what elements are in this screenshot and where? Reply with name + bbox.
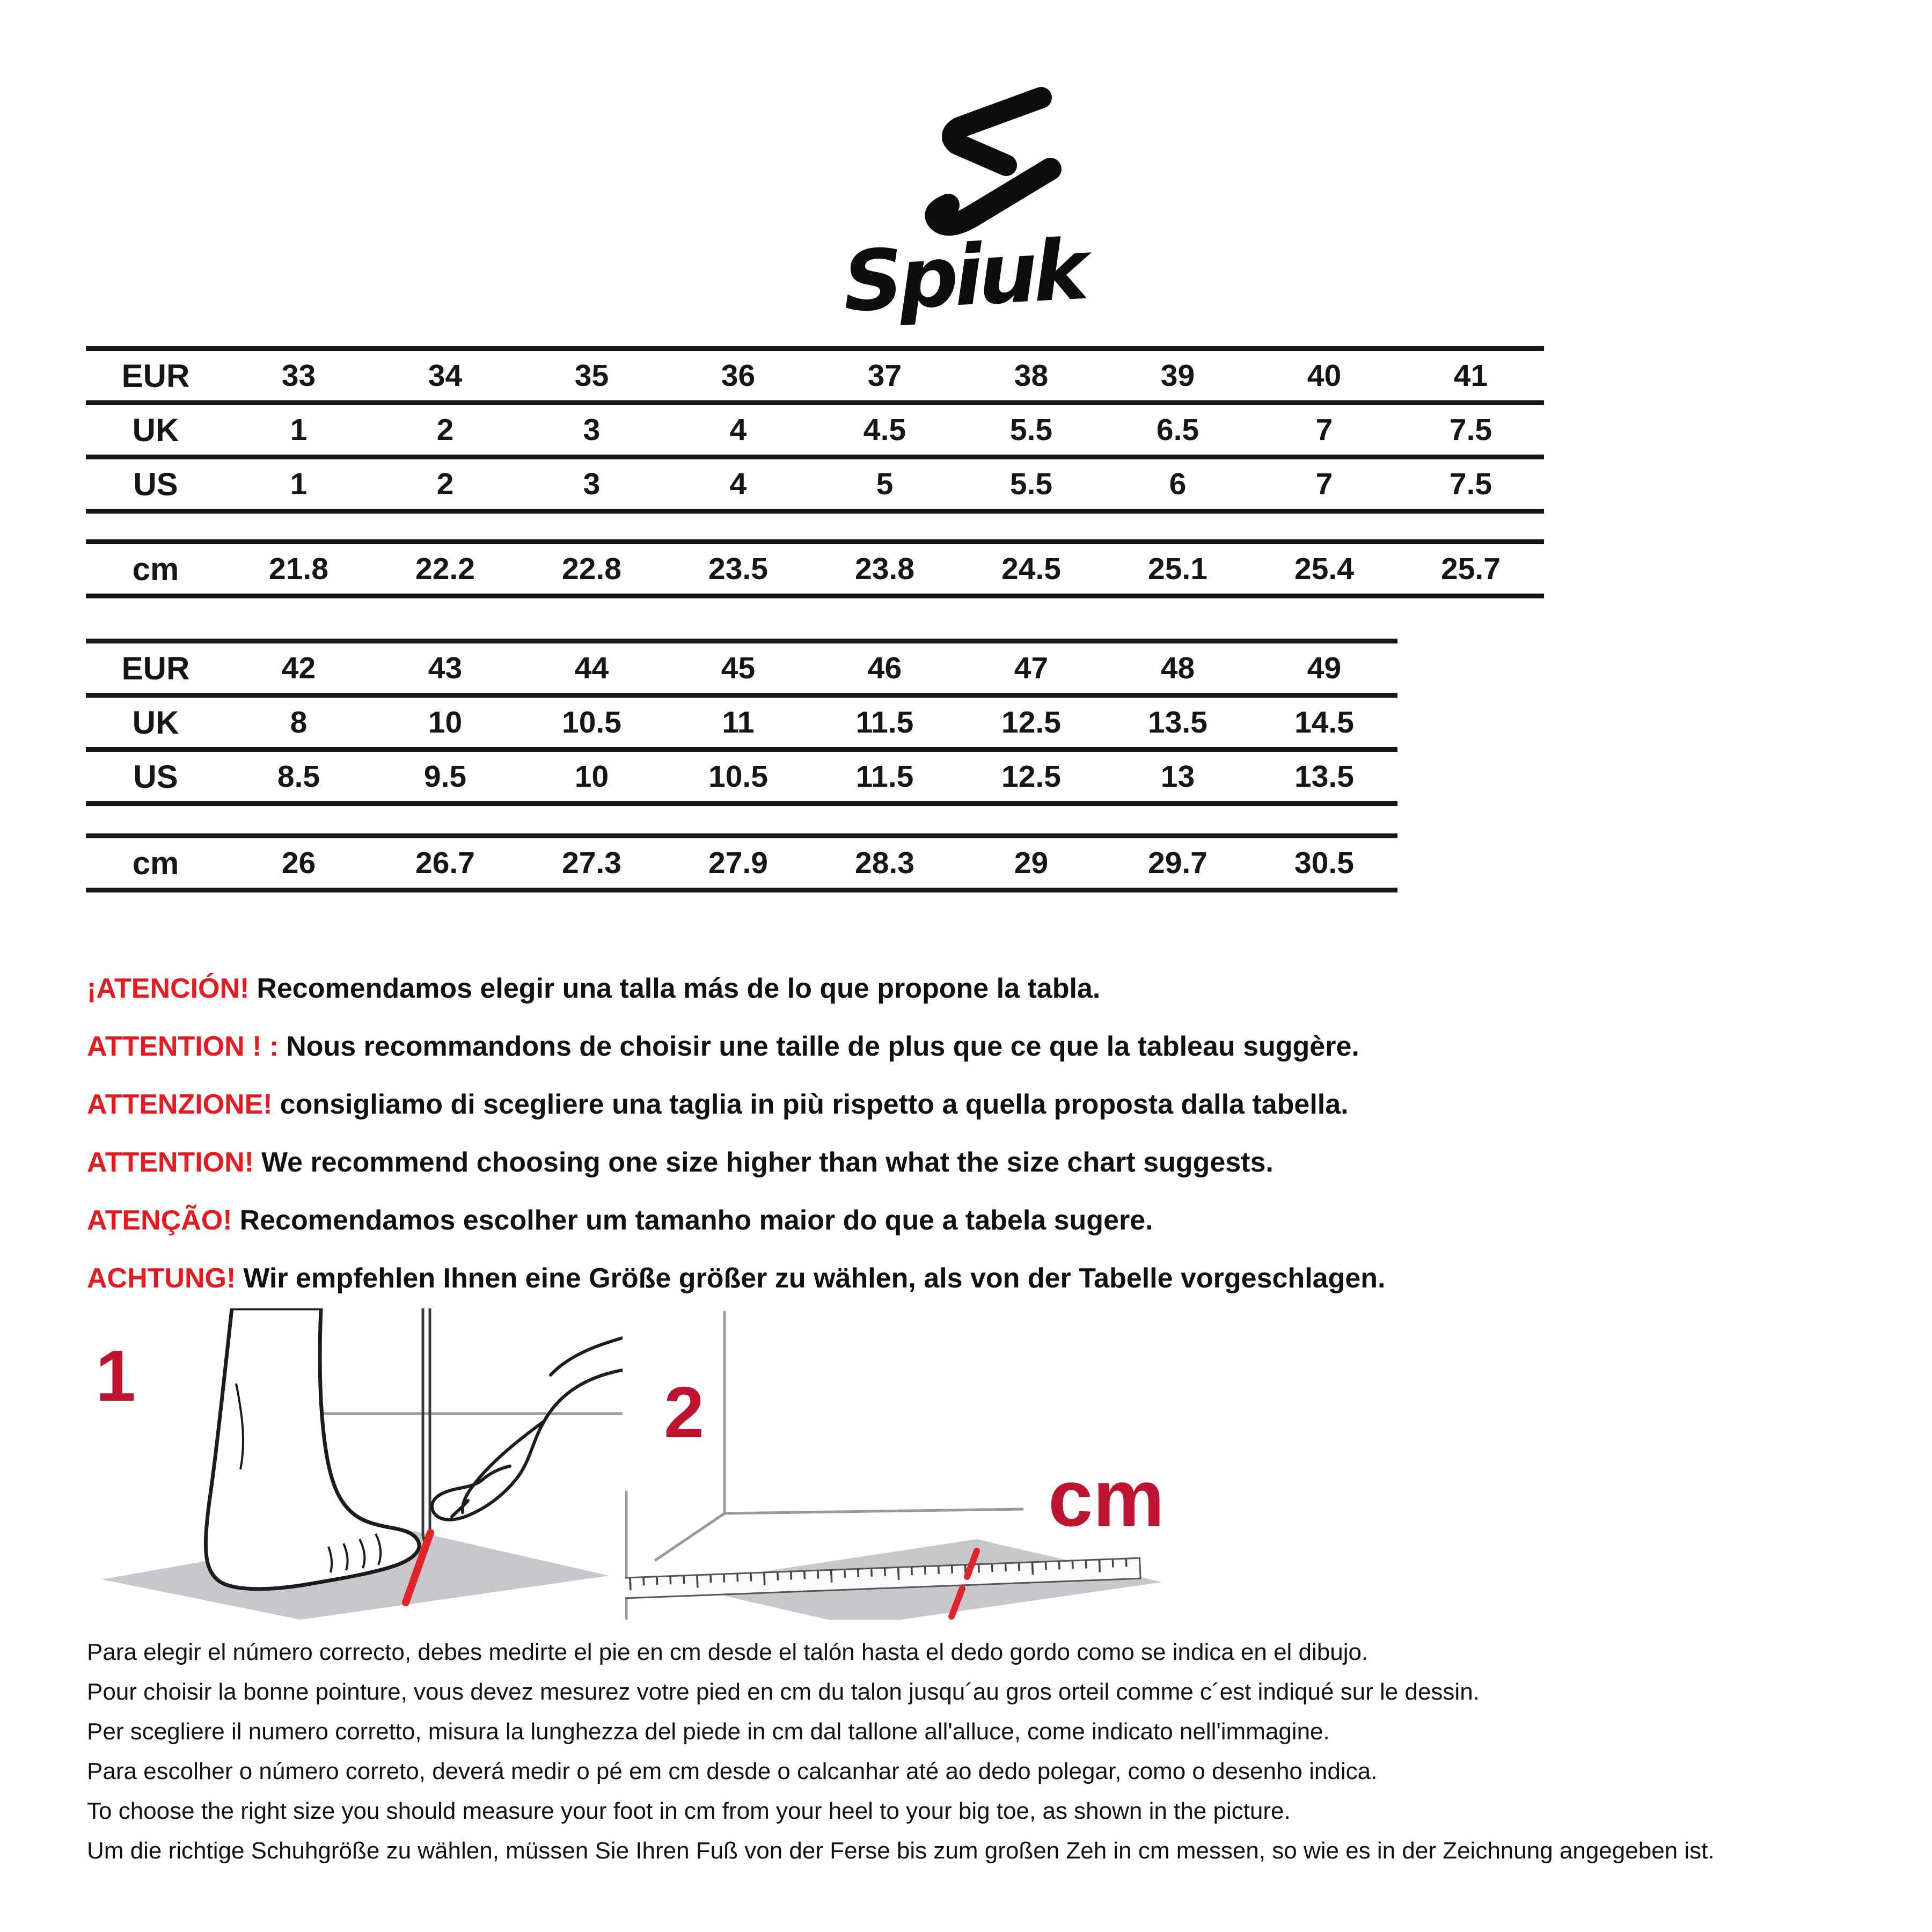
warning-text: Wir empfehlen Ihnen eine Größe größer zu wählen, als von der Tabelle vorgeschlagen. xyxy=(243,1263,1386,1294)
row-label: EUR xyxy=(121,357,190,394)
size-cell: 3 xyxy=(583,467,601,501)
size-table-large xyxy=(86,639,1397,806)
cm-cell: 22.8 xyxy=(562,552,621,586)
cm-cell: 21.8 xyxy=(269,552,328,586)
size-table-small xyxy=(86,346,1544,514)
size-cell: 5.5 xyxy=(1009,467,1053,501)
cm-cell: 28.3 xyxy=(855,846,914,880)
size-cell: 47 xyxy=(1014,651,1049,685)
cm-cell: 26 xyxy=(281,846,316,880)
pencil xyxy=(423,1308,430,1549)
size-cell: 7 xyxy=(1315,413,1333,447)
measure-step1-figure xyxy=(75,1308,623,1620)
size-cell: 3 xyxy=(583,413,601,447)
warning-en xyxy=(87,1133,1836,1191)
table-row-cm xyxy=(86,542,1544,596)
spiuk-logo-wordmark: Spiuk xyxy=(840,221,1087,331)
warning-label: ATTENTION! xyxy=(87,1147,254,1178)
size-cell: 13.5 xyxy=(1148,705,1208,740)
size-cell: 1 xyxy=(290,467,308,501)
size-cell: 2 xyxy=(436,467,454,501)
cm-cell: 25.7 xyxy=(1441,552,1501,586)
cm-cell: 27.9 xyxy=(708,846,768,880)
cm-cell: 29 xyxy=(1014,846,1049,880)
size-cell: 45 xyxy=(721,651,756,685)
table-row-us xyxy=(86,750,1397,804)
instructions-block xyxy=(87,1633,1901,1871)
size-cell: 44 xyxy=(574,651,609,685)
warning-de xyxy=(87,1249,1836,1307)
size-cell: 2 xyxy=(436,413,454,447)
size-cell: 7 xyxy=(1315,467,1333,501)
figure-cm-label: cm xyxy=(1048,1453,1165,1543)
size-cell: 35 xyxy=(574,358,609,393)
table-row-eur xyxy=(86,641,1397,696)
size-cell: 10.5 xyxy=(708,759,768,794)
size-cell: 9.5 xyxy=(423,759,467,794)
warning-pt xyxy=(87,1191,1836,1249)
cm-cell: 30.5 xyxy=(1294,846,1354,880)
measure-step2-figure xyxy=(625,1308,1173,1620)
spiuk-logo xyxy=(829,70,1151,338)
size-cell: 43 xyxy=(428,651,463,685)
warning-label: ATTENZIONE! xyxy=(87,1089,273,1120)
warning-it xyxy=(87,1075,1836,1133)
size-cell: 14.5 xyxy=(1294,705,1354,740)
cm-cell: 26.7 xyxy=(415,846,475,880)
warning-label: ¡ATENCIÓN! xyxy=(87,973,250,1004)
cm-table-small xyxy=(86,539,1544,598)
warning-text: We recommend choosing one size higher than what the size chart suggests. xyxy=(261,1147,1274,1178)
size-cell: 41 xyxy=(1453,358,1488,393)
size-cell: 4 xyxy=(729,413,747,447)
cm-cell: 24.5 xyxy=(1001,552,1061,586)
instruction-de: Um die richtige Schuhgröße zu wählen, müssen Sie Ihren Fuß von der Ferse bis zum großen Zeh in cm messen, so wie es in der Zeichnung angegeben ist. xyxy=(87,1838,1715,1864)
instruction-it: Per scegliere il numero corretto, misura la lunghezza del piede in cm dal tallone all'alluce, come indicato nell'immagine. xyxy=(87,1718,1330,1745)
size-cell: 1 xyxy=(290,413,308,447)
size-cell: 37 xyxy=(867,358,902,393)
instruction-fr: Pour choisir la bonne pointure, vous devez mesurez votre pied en cm du talon jusqu´au gros orteil comme c´est indiqué sur le dessin. xyxy=(87,1679,1480,1705)
warning-label: ATTENTION ! : xyxy=(87,1031,279,1062)
warning-text: Recomendamos elegir una talla más de lo que propone la tabla. xyxy=(257,973,1101,1004)
cm-cell: 29.7 xyxy=(1148,846,1208,880)
row-label: US xyxy=(133,466,178,502)
size-cell: 4 xyxy=(729,467,747,501)
warnings-block xyxy=(87,960,1836,1307)
cm-cell: 25.4 xyxy=(1294,552,1354,586)
warning-es xyxy=(87,960,1836,1018)
size-cell: 46 xyxy=(867,651,902,685)
warning-fr xyxy=(87,1018,1836,1075)
size-cell: 11.5 xyxy=(855,759,914,794)
warning-label: ACHTUNG! xyxy=(87,1263,236,1294)
size-cell: 13.5 xyxy=(1294,759,1354,794)
step1-number: 1 xyxy=(96,1335,136,1416)
instruction-es: Para elegir el número correcto, debes medirte el pie en cm desde el talón hasta el dedo gordo como se indica en el dibujo. xyxy=(87,1639,1368,1665)
size-cell: 10.5 xyxy=(562,705,621,740)
size-cell: 40 xyxy=(1307,358,1342,393)
spiuk-logo-mark xyxy=(936,98,1050,224)
cm-cell: 25.1 xyxy=(1148,552,1208,586)
size-cell: 6 xyxy=(1169,467,1187,501)
size-cell: 39 xyxy=(1160,358,1195,393)
row-label: US xyxy=(133,758,178,795)
table-row-eur xyxy=(86,349,1544,403)
warning-text: consigliamo di scegliere una taglia in più rispetto a quella proposta dalla tabella. xyxy=(280,1089,1349,1120)
warning-text: Nous recommandons de choisir une taille de plus que ce que la tableau suggère. xyxy=(286,1031,1359,1062)
size-cell: 12.5 xyxy=(1001,759,1061,794)
row-label: UK xyxy=(132,704,179,741)
row-label: cm xyxy=(132,845,179,881)
size-cell: 7.5 xyxy=(1449,467,1492,501)
size-cell: 11 xyxy=(722,705,755,740)
table-row-us xyxy=(86,457,1544,511)
size-cell: 10 xyxy=(574,759,609,794)
size-cell: 48 xyxy=(1160,651,1195,685)
warning-text: Recomendamos escolher um tamanho maior do que a tabela sugere. xyxy=(239,1205,1153,1236)
instruction-en: To choose the right size you should measure your foot in cm from your heel to your big toe, as shown in the picture. xyxy=(87,1798,1291,1824)
table-row-uk xyxy=(86,696,1397,750)
cm-cell: 23.5 xyxy=(708,552,768,586)
size-cell: 42 xyxy=(281,651,316,685)
table-row-uk xyxy=(86,403,1544,457)
hand-outline xyxy=(432,1338,623,1520)
size-cell: 36 xyxy=(721,358,756,393)
row-label: UK xyxy=(132,412,179,448)
size-cell: 34 xyxy=(428,358,463,393)
size-cell: 13 xyxy=(1160,759,1195,794)
size-cell: 6.5 xyxy=(1156,413,1199,447)
cm-table-large xyxy=(86,833,1397,892)
size-cell: 33 xyxy=(281,358,316,393)
size-cell: 49 xyxy=(1307,651,1342,685)
size-cell: 5 xyxy=(876,467,894,501)
foot-outline xyxy=(206,1308,419,1589)
size-cell: 8.5 xyxy=(277,759,320,794)
row-label: cm xyxy=(132,551,179,587)
size-cell: 10 xyxy=(428,705,463,740)
warning-label: ATENÇÃO! xyxy=(87,1205,232,1236)
cm-cell: 23.8 xyxy=(855,552,914,586)
step2-number: 2 xyxy=(664,1372,705,1453)
row-label: EUR xyxy=(121,650,190,686)
size-cell: 38 xyxy=(1014,358,1049,393)
size-cell: 5.5 xyxy=(1009,413,1053,447)
instruction-pt: Para escolher o número correto, deverá medir o pé em cm desde o calcanhar até ao dedo polegar, como o desenho indica. xyxy=(87,1758,1378,1784)
table-row-cm xyxy=(86,836,1397,890)
size-cell: 11.5 xyxy=(855,705,914,740)
size-cell: 7.5 xyxy=(1449,413,1492,447)
size-cell: 12.5 xyxy=(1001,705,1061,740)
cm-cell: 22.2 xyxy=(415,552,475,586)
size-cell: 8 xyxy=(290,705,308,740)
size-cell: 4.5 xyxy=(863,413,906,447)
cm-cell: 27.3 xyxy=(562,846,621,880)
